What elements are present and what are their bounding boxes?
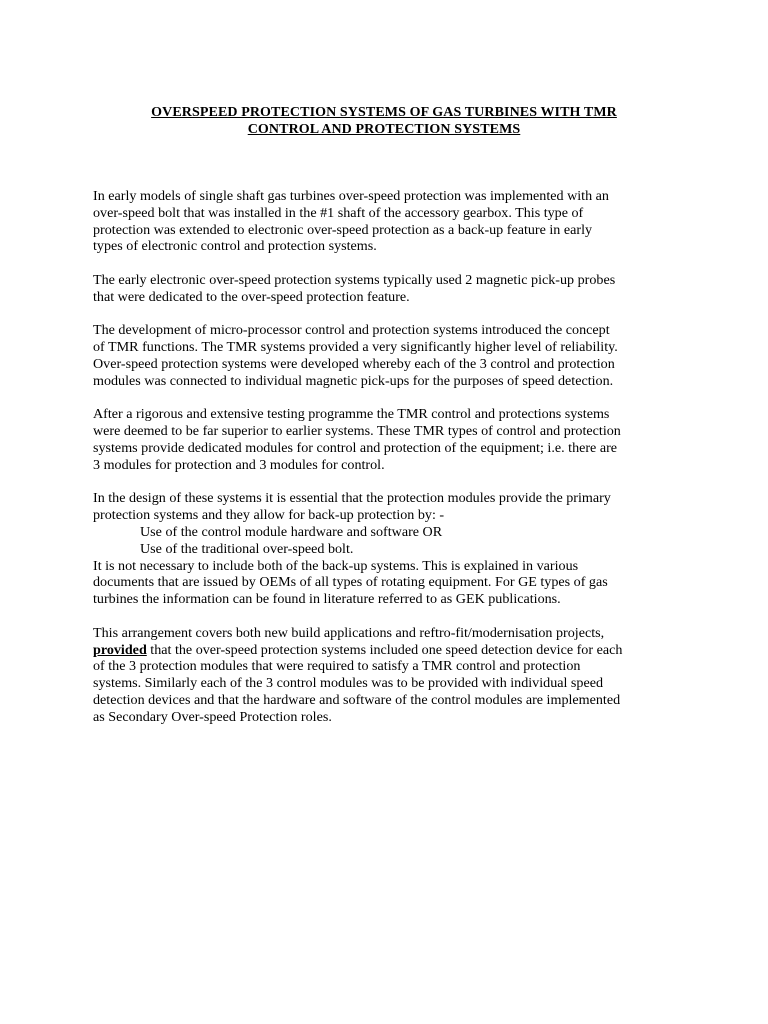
text-line: detection devices and that the hardware and software of the control modules are implemented xyxy=(93,691,621,708)
text-line: were deemed to be far superior to earlier systems. These TMR types of control and protection xyxy=(93,423,621,440)
text-line: Over-speed protection systems were developed whereby each of the 3 control and protection xyxy=(93,355,615,372)
text-line: After a rigorous and extensive testing programme the TMR control and protections systems xyxy=(93,406,610,423)
text-line: The early electronic over-speed protection systems typically used 2 magnetic pick-up probes xyxy=(93,271,616,288)
paragraph-gap xyxy=(93,255,693,272)
text-line: In the design of these systems it is essential that the protection modules provide the primary xyxy=(93,490,611,507)
text-line: It is not necessary to include both of the back-up systems. This is explained in various xyxy=(93,557,579,574)
paragraph-3 xyxy=(93,322,693,389)
paragraph-6 xyxy=(93,625,693,726)
text-line: protection systems and they allow for back-up protection by: - xyxy=(93,507,445,524)
paragraph-gap xyxy=(93,306,693,323)
text-line: types of electronic control and protection systems. xyxy=(93,238,377,255)
paragraph-gap xyxy=(93,474,693,491)
document-body xyxy=(93,188,693,726)
paragraph-gap xyxy=(93,390,693,407)
paragraph-4 xyxy=(93,406,693,473)
text-line: documents that are issued by OEMs of all types of rotating equipment. For GE types of gas xyxy=(93,574,608,591)
list-item: Use of the traditional over-speed bolt. xyxy=(140,540,354,557)
text-line: that were dedicated to the over-speed protection feature. xyxy=(93,288,410,305)
title-line-2: CONTROL AND PROTECTION SYSTEMS xyxy=(247,122,521,137)
paragraph-1 xyxy=(93,188,693,255)
paragraph-5 xyxy=(93,490,693,608)
text-line: systems. Similarly each of the 3 control modules was to be provided with individual speed xyxy=(93,675,604,692)
text-line: The development of micro-processor control and protection systems introduced the concept xyxy=(93,322,610,339)
text-line: as Secondary Over-speed Protection roles. xyxy=(93,708,332,725)
text-line: of TMR functions. The TMR systems provided a very significantly higher level of reliability. xyxy=(93,339,618,356)
title-line-1: OVERSPEED PROTECTION SYSTEMS OF GAS TURBINES WITH TMR xyxy=(151,105,617,120)
text-line: protection was extended to electronic over-speed protection as a back-up feature in early xyxy=(93,221,593,238)
text-line: of the 3 protection modules that were required to satisfy a TMR control and protection xyxy=(93,658,581,675)
text-line-with-emphasis xyxy=(93,642,693,659)
text-line: modules was connected to individual magnetic pick-ups for the purposes of speed detection. xyxy=(93,372,614,389)
paragraph-2 xyxy=(93,272,693,306)
text-line: turbines the information can be found in literature referred to as GEK publications. xyxy=(93,591,561,608)
paragraph-gap xyxy=(93,608,693,625)
text-line: 3 modules for protection and 3 modules for control. xyxy=(93,456,385,473)
text-span: that the over-speed protection systems included one speed detection device for each xyxy=(146,641,623,658)
document-title xyxy=(90,104,678,138)
text-line: This arrangement covers both new build applications and reftro-fit/modernisation projects, xyxy=(93,624,605,641)
text-line: systems provide dedicated modules for control and protection of the equipment; i.e. there are xyxy=(93,439,618,456)
text-line: over-speed bolt that was installed in the #1 shaft of the accessory gearbox. This type of xyxy=(93,204,584,221)
emphasized-word: provided xyxy=(93,641,147,658)
text-line: In early models of single shaft gas turbines over-speed protection was implemented with an xyxy=(93,188,609,204)
list-item: Use of the control module hardware and software OR xyxy=(140,523,443,540)
